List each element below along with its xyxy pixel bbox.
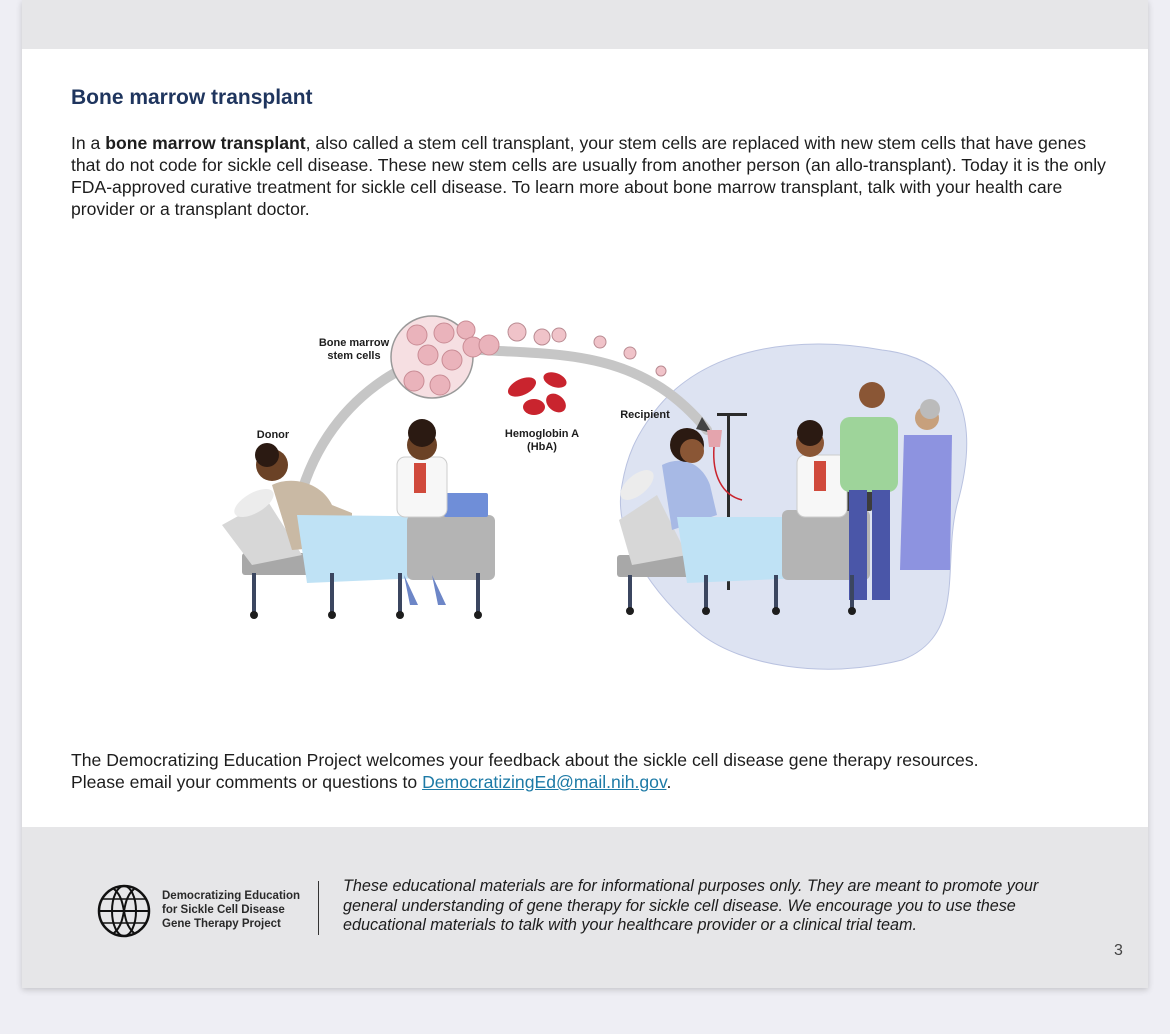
feedback-line2-prefix: Please email your comments or questions to [71,772,423,792]
stem-cell-dot [656,366,666,376]
email-link[interactable]: DemocratizingEd@mail.nih.gov [422,772,667,792]
intro-paragraph [71,132,1111,220]
intro-bold-term: bone marrow transplant [105,133,306,153]
logo-line1: Democratizing Education [162,890,301,902]
disclaimer-text: These educational materials are for informational purposes only. They are meant to promote your general understanding of gene therapy for sickle cell disease. We encourage you to use these educational materials to talk with your healthcare provider or a clinical trial team. [343,877,1039,934]
logo-line2: for Sickle Cell Disease [162,904,285,916]
label-hemoglobin-line2: (HbA) [527,441,557,453]
donor-scene [222,419,495,619]
document-page [22,0,1148,988]
label-stem-cells-line2: stem cells [327,350,381,362]
top-band [22,0,1148,49]
label-stem-cells-line1: Bone marrow [318,337,390,349]
stem-cell-dot [594,336,606,348]
logo-text [162,889,312,931]
feedback-line2-suffix: . [666,772,672,792]
page-number: 3 [1114,942,1123,959]
footer-divider [318,881,319,935]
logo-line3: Gene Therapy Project [162,918,281,930]
label-hemoglobin-line1: Hemoglobin A [504,428,580,440]
stem-cell-dot [552,328,566,342]
stem-cell-dot [534,329,550,345]
stem-cell-magnifier [391,316,499,398]
label-recipient: Recipient [620,409,670,421]
stem-cell-dot [508,323,526,341]
feedback-paragraph [71,749,1121,793]
intro-prefix: In a [71,133,106,153]
page-footer [22,827,1148,988]
red-blood-cells-icon [505,369,570,416]
label-donor: Donor [256,429,290,441]
transplant-illustration [182,305,982,675]
section-title: Bone marrow transplant [71,86,313,109]
globe-logo-icon [96,883,152,939]
intro-body: , also called a stem cell transplant, your stem cells are replaced with new stem cells that have genes that do not code for sickle cell disease. These new stem cells are usually from another person (an allo-transplant). Today it is the only FDA-approved curative treatment for sickle cell disease. To learn more about bone marrow transplant, talk with your health care provider or a transplant doctor. [71,133,1106,219]
stem-cell-dot [624,347,636,359]
feedback-line1: The Democratizing Education Project welcomes your feedback about the sickle cell disease gene therapy resources. [71,750,979,770]
